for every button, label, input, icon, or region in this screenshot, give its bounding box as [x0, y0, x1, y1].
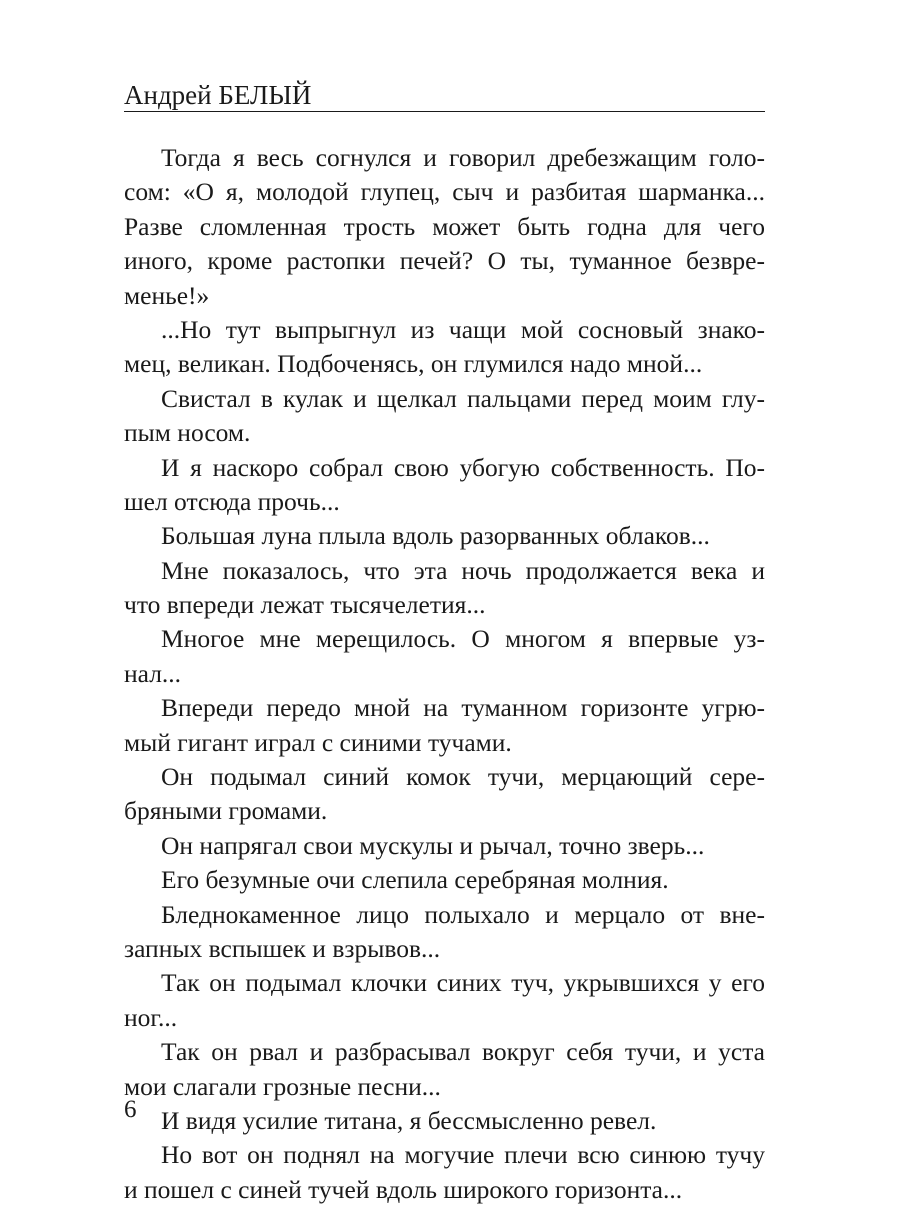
text-line: сом: «О я, молодой глупец, сыч и разбитая шарманка... [124, 177, 765, 207]
text-line: иного, кроме растопки печей? О ты, туманное безвре- [124, 246, 765, 276]
text-line: бряными громами. [124, 796, 328, 826]
text-line: мец, великан. Подбоченясь, он глумился надо мной... [124, 349, 703, 379]
text-line: запных вспышек и взрывов... [124, 933, 441, 963]
text-line: Но вот он поднял на могучие плечи всю синюю тучу [161, 1140, 765, 1170]
text-line: Мне показалось, что эта ночь продолжается века и [161, 555, 765, 585]
text-line: Он подымал синий комок тучи, мерцающий сере- [161, 762, 765, 792]
running-head-author: Андрей БЕЛЫЙ [124, 80, 312, 110]
page-number: 6 [124, 1096, 137, 1123]
body-text [124, 141, 765, 1207]
text-line: ног... [124, 1002, 178, 1032]
text-line: мый гигант играл с синими тучами. [124, 727, 512, 757]
text-line: Он напрягал свои мускулы и рычал, точно зверь... [161, 830, 705, 860]
text-line: нал... [124, 658, 182, 688]
text-line: и пошел с синей тучей вдоль широкого горизонта... [124, 1174, 683, 1204]
text-line: Так он рвал и разбрасывал вокруг себя тучи, и уста [161, 1037, 765, 1067]
text-line: мои слагали грозные песни... [124, 1071, 441, 1101]
text-line: Тогда я весь согнулся и говорил дребезжащим голо- [161, 143, 765, 172]
text-line: И видя усилие титана, я бессмысленно ревел. [161, 1105, 657, 1135]
text-line: Так он подымал клочки синих туч, укрывшихся у его [161, 968, 765, 998]
text-line: Впереди передо мной на туманном горизонте угрю- [161, 693, 765, 723]
text-line: шел отсюда прочь... [124, 486, 340, 516]
text-line: что впереди лежат тысячелетия... [124, 590, 486, 620]
text-line: Бледнокаменное лицо полыхало и мерцало от вне- [161, 899, 765, 929]
text-line: Большая луна плыла вдоль разорванных облаков... [161, 521, 710, 551]
text-line: ...Но тут выпрыгнул из чащи мой сосновый знако- [161, 314, 765, 344]
text-line: Многое мне мерещилось. О многом я впервые уз- [161, 624, 765, 654]
text-line: Разве сломленная трость может быть годна для чего [124, 211, 765, 241]
text-line: менье!» [124, 280, 210, 310]
text-line: Его безумные очи слепила серебряная молния. [161, 865, 669, 895]
text-line: пым носом. [124, 418, 251, 448]
text-line: И я наскоро собрал свою убогую собственность. По- [161, 452, 765, 482]
header-rule [124, 111, 765, 112]
text-line: Свистал в кулак и щелкал пальцами перед моим глу- [161, 383, 765, 413]
